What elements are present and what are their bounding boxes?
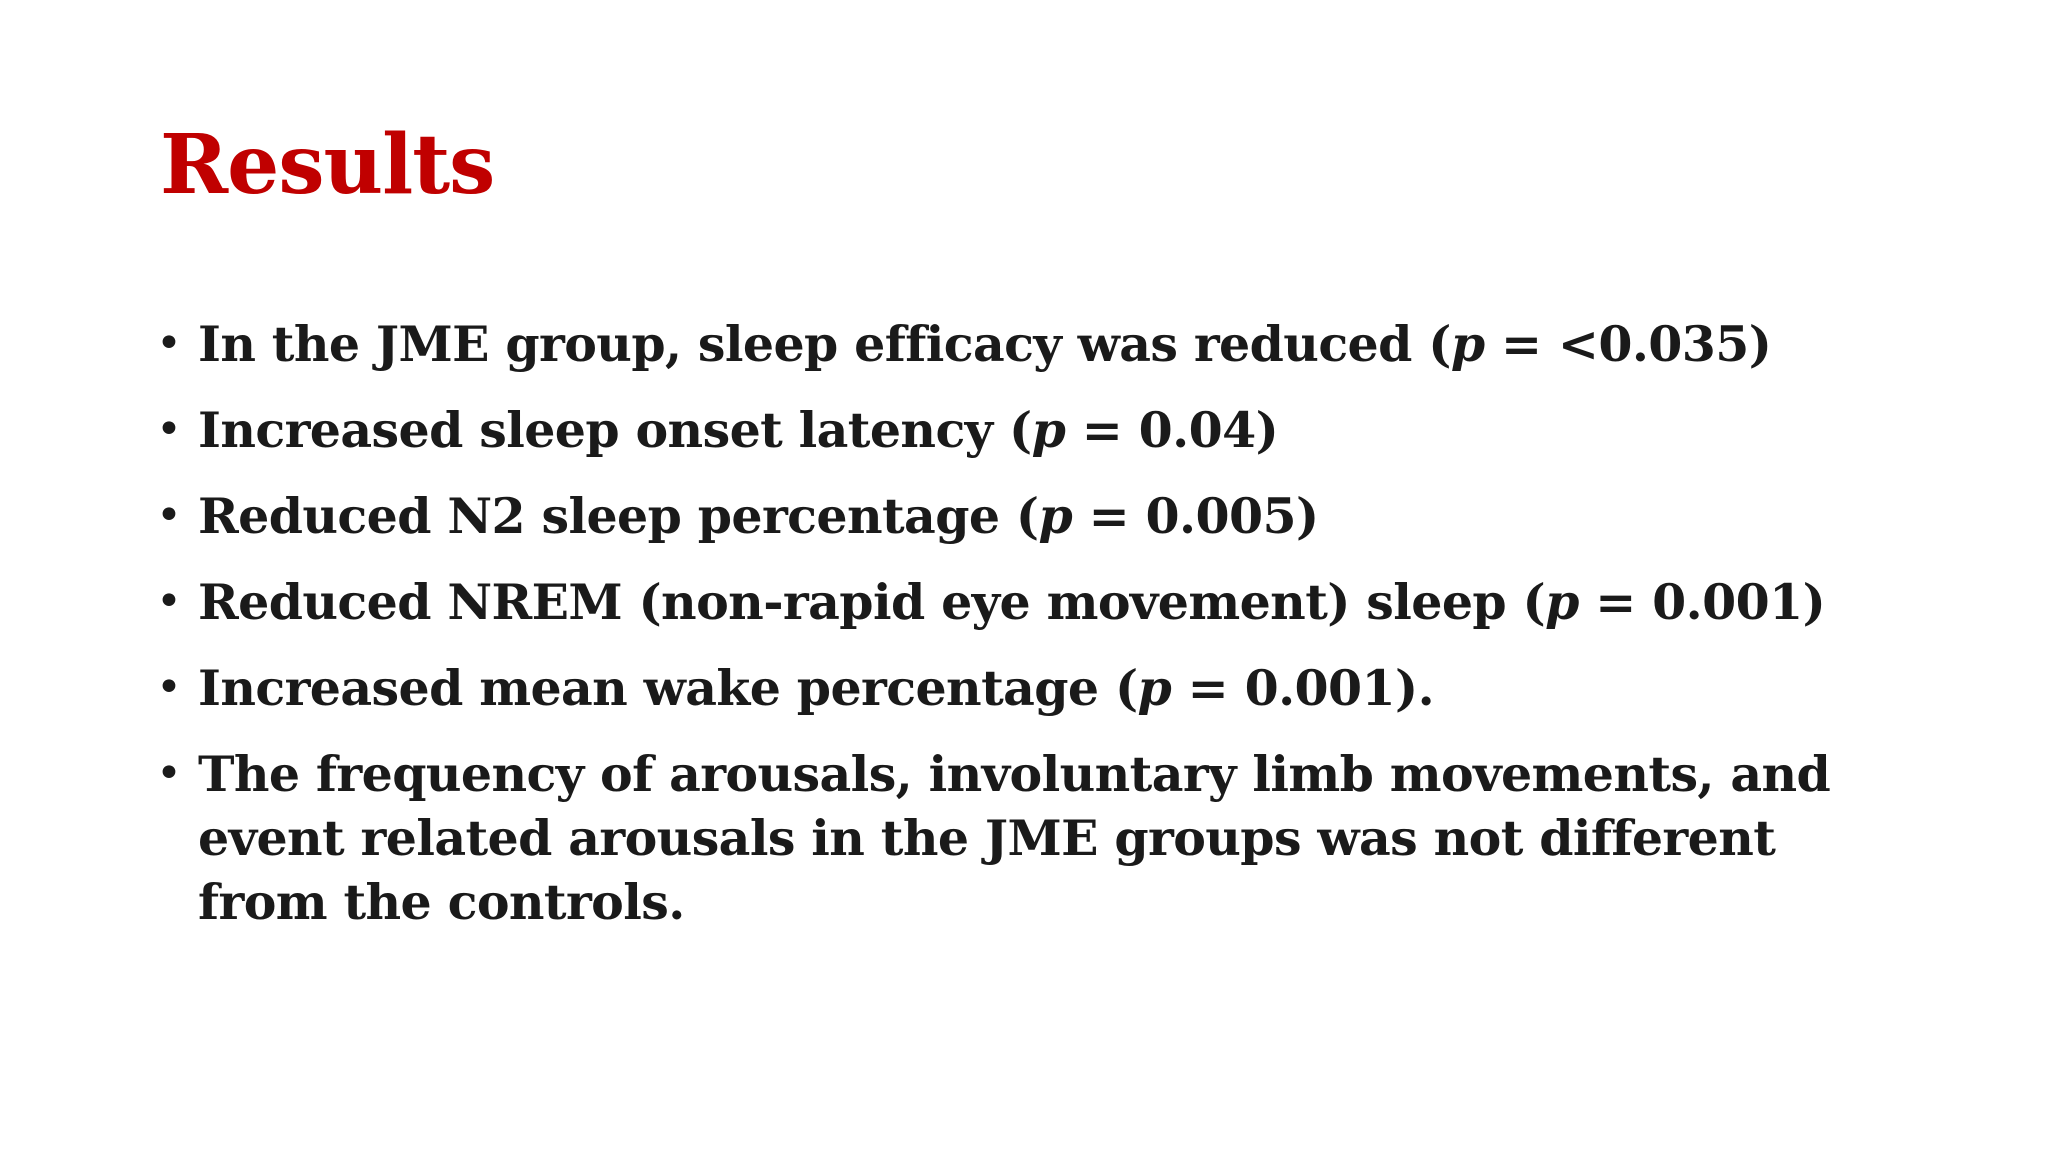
bullet-item-n2-sleep: [156, 484, 1916, 548]
p-symbol: p: [1450, 315, 1485, 373]
bullet-list: [156, 312, 1916, 956]
bullet-text: Increased mean wake percentage (: [198, 659, 1138, 717]
bullet-text: In the JME group, sleep efficacy was reduced (: [198, 315, 1451, 373]
bullet-symbol: •: [156, 318, 182, 369]
bullet-item-sleep-efficacy: [156, 312, 1916, 376]
bullet-value: = <0.035): [1484, 315, 1772, 373]
bullet-symbol: •: [156, 748, 182, 799]
bullet-item-wake-percentage: [156, 656, 1916, 720]
p-symbol: p: [1031, 401, 1066, 459]
bullet-text: The frequency of arousals, involuntary limb movements, and event related arousals in the JME groups was not different from the controls.: [198, 745, 1831, 931]
bullet-value: = 0.005): [1072, 487, 1319, 545]
p-symbol: p: [1137, 659, 1172, 717]
bullet-item-nrem-sleep: [156, 570, 1916, 634]
bullet-symbol: •: [156, 576, 182, 627]
bullet-text: Reduced NREM (non-rapid eye movement) sleep (: [198, 573, 1546, 631]
bullet-item-sleep-onset-latency: [156, 398, 1916, 462]
bullet-symbol: •: [156, 404, 182, 455]
bullet-symbol: •: [156, 490, 182, 541]
bullet-item-arousals: [156, 742, 1916, 934]
slide-title: Results: [160, 117, 495, 213]
bullet-value: = 0.04): [1065, 401, 1279, 459]
bullet-text: Increased sleep onset latency (: [198, 401, 1032, 459]
p-symbol: p: [1545, 573, 1579, 631]
bullet-symbol: •: [156, 662, 182, 713]
p-symbol: p: [1038, 487, 1073, 545]
bullet-text: Reduced N2 sleep percentage (: [198, 487, 1039, 545]
bullet-value: = 0.001): [1578, 573, 1826, 631]
bullet-value: = 0.001).: [1171, 659, 1435, 717]
